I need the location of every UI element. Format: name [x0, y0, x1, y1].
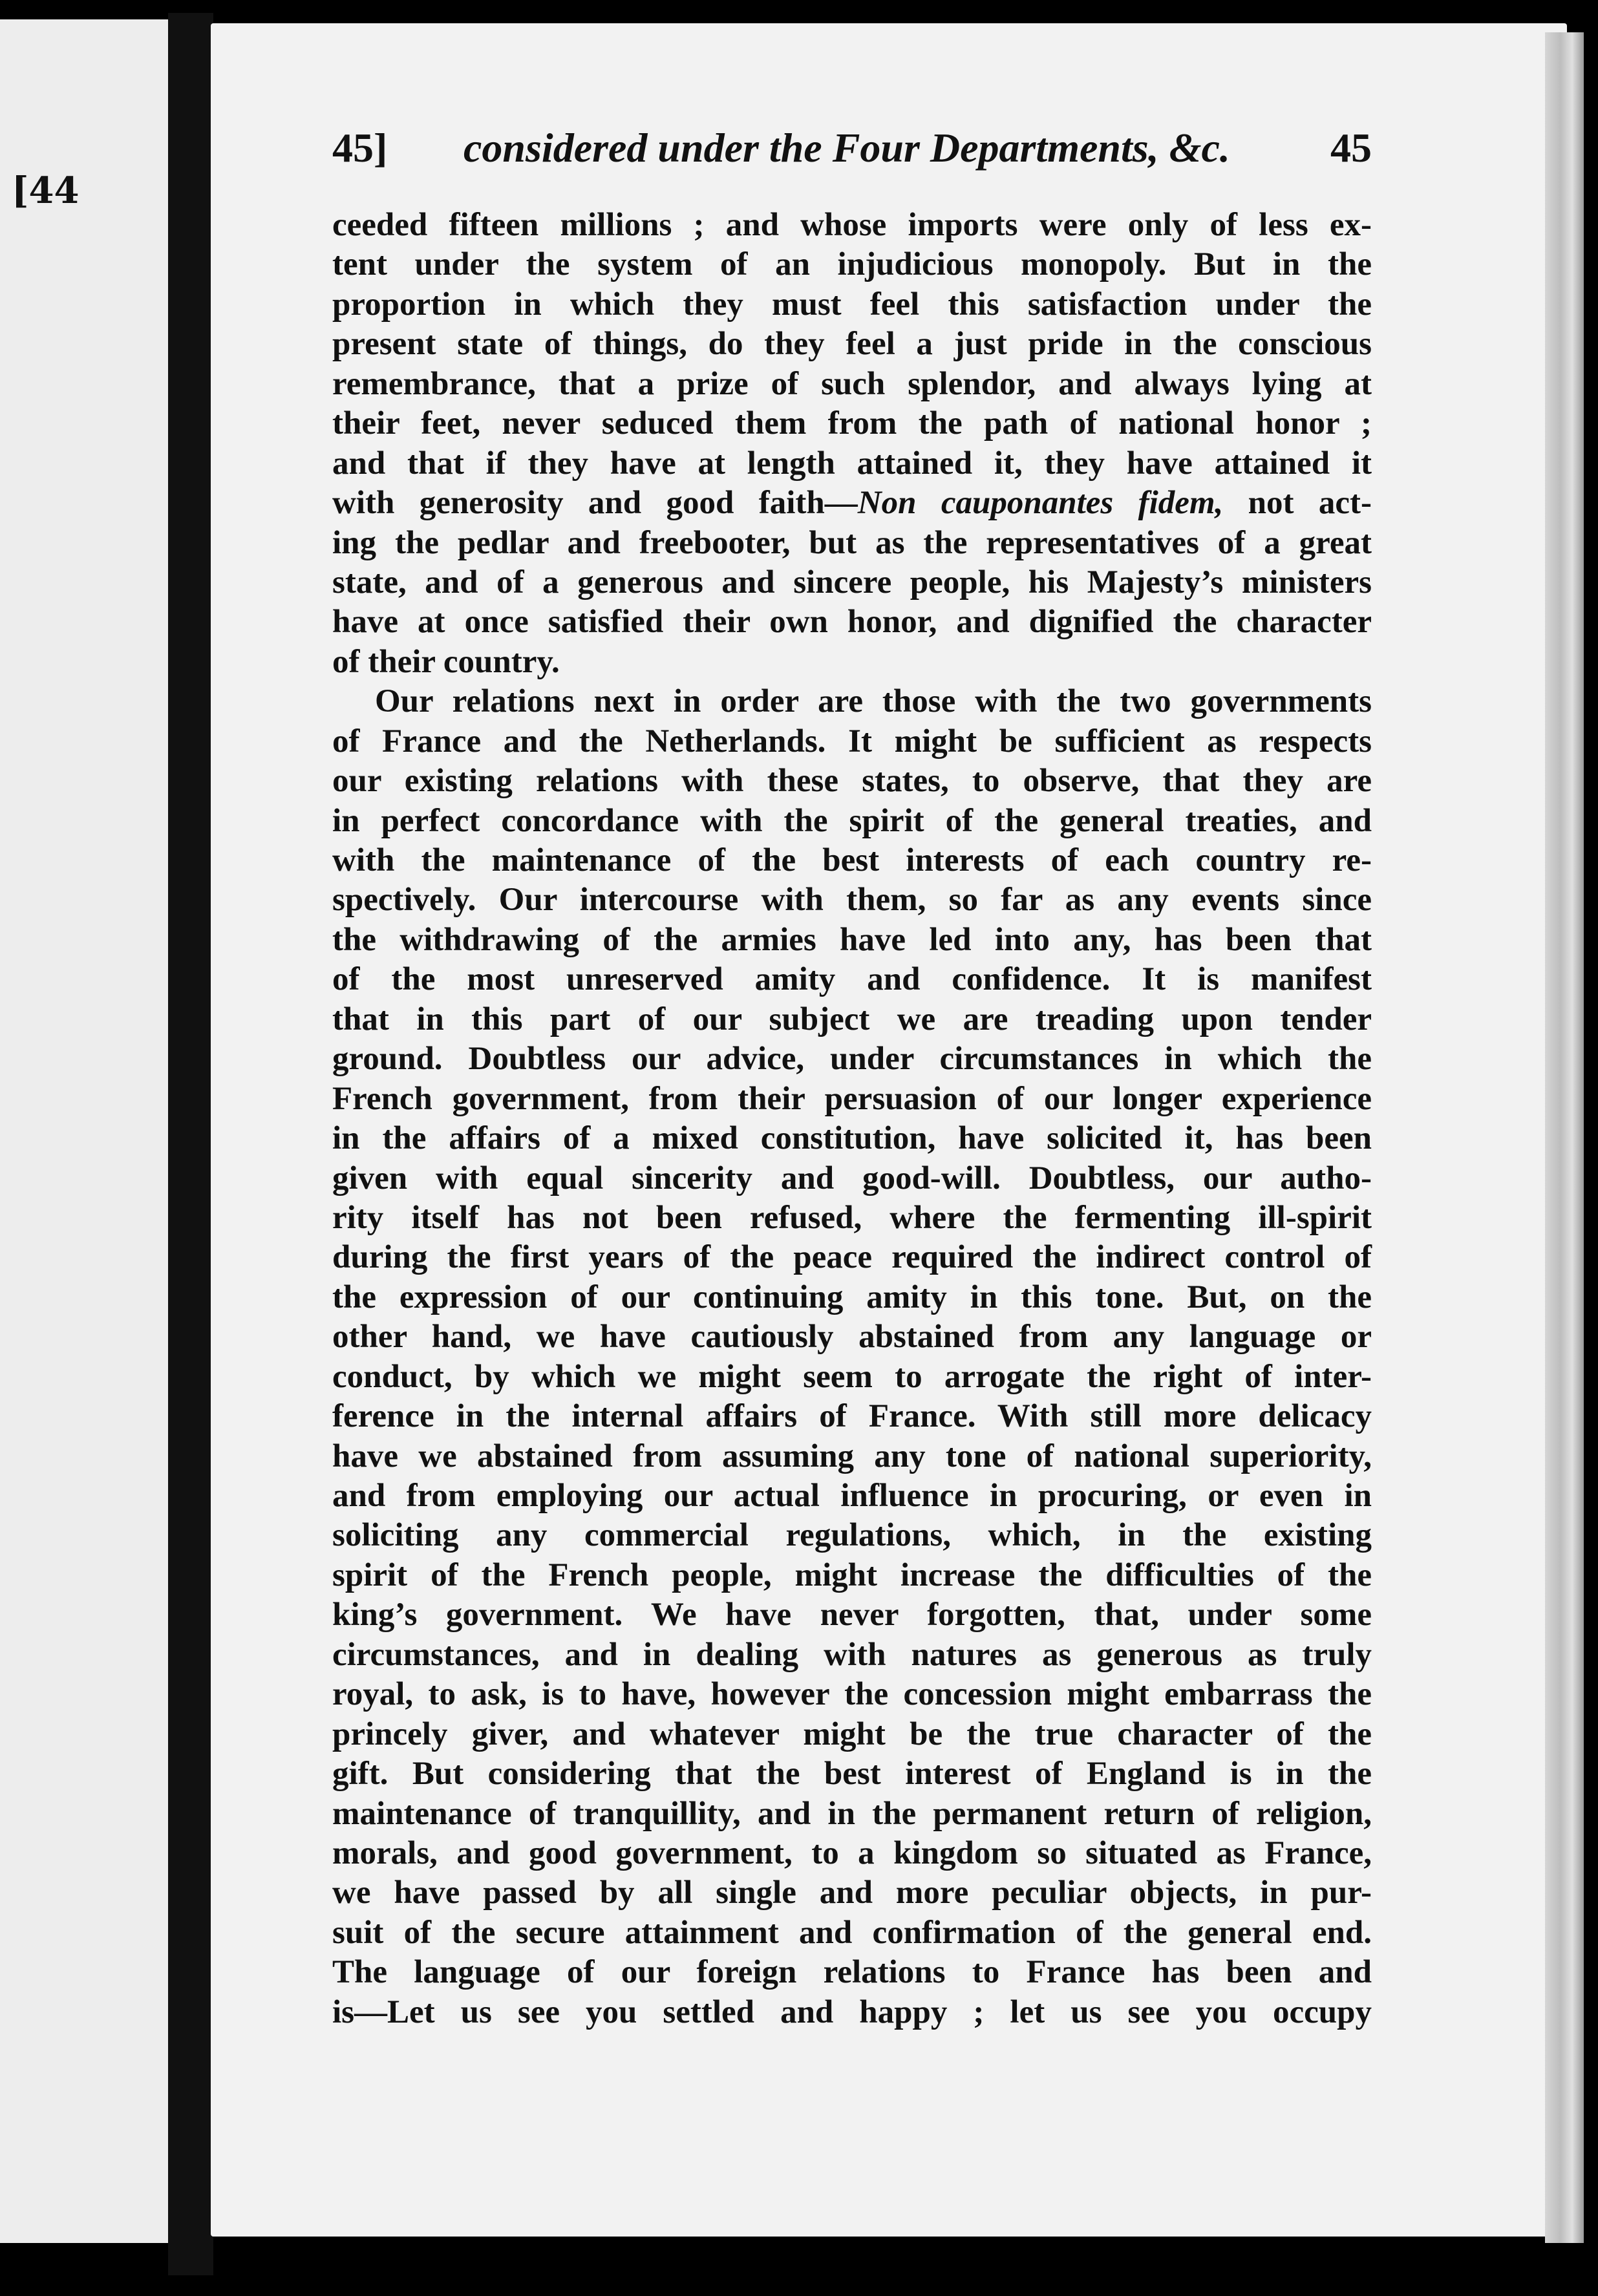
text-line: and that if they have at length attained it, they have attained it: [332, 445, 1372, 482]
text-line: our existing relations with these states, to observe, that they are: [332, 763, 1372, 800]
text-line: ceeded fifteen millions ; and whose imports were only of less ex-: [332, 207, 1372, 243]
text-line: their feet, never seduced them from the path of national honor ;: [332, 405, 1372, 442]
text-line: conduct, by which we might seem to arrogate the right of inter-: [332, 1358, 1372, 1395]
text-span: with generosity and good faith—: [332, 485, 858, 522]
text-line: is—Let us see you settled and happy ; let us see you occupy: [332, 1993, 1372, 2030]
text-line: remembrance, that a prize of such splendor, and always lying at: [332, 365, 1372, 402]
text-line: maintenance of tranquillity, and in the permanent return of religion,: [332, 1795, 1372, 1832]
text-line: ground. Doubtless our advice, under circumstances in which the: [332, 1041, 1372, 1078]
text-line: given with equal sincerity and good-will. Doubtless, our autho-: [332, 1160, 1372, 1196]
text-line: spirit of the French people, might increase the difficulties of the: [332, 1557, 1372, 1593]
text-line: with the maintenance of the best interests of each country re-: [332, 842, 1372, 878]
text-span: not act-: [1223, 485, 1372, 522]
left-page: [0, 19, 194, 2243]
text-line: Our relations next in order are those with the two governments: [375, 683, 1372, 720]
page-edges: [1545, 32, 1584, 2243]
header-left-number: 45]: [332, 125, 388, 171]
left-page-number: [44: [12, 169, 80, 212]
running-header: [332, 124, 1372, 182]
text-line: the withdrawing of the armies have led into any, has been that: [332, 921, 1372, 958]
text-line: suit of the secure attainment and confirmation of the general end.: [332, 1914, 1372, 1951]
text-line: during the first years of the peace required the indirect control of: [332, 1239, 1372, 1276]
text-line: we have passed by all single and more peculiar objects, in pur-: [332, 1875, 1372, 1911]
text-line: the expression of our continuing amity in this tone. But, on the: [332, 1279, 1372, 1315]
text-line: soliciting any commercial regulations, which, in the existing: [332, 1517, 1372, 1554]
text-line: of France and the Netherlands. It might be sufficient as respects: [332, 723, 1372, 760]
paragraph-2: [332, 682, 1372, 2032]
text-line: princely giver, and whatever might be the true character of the: [332, 1716, 1372, 1752]
text-line: of the most unreserved amity and confidence. It is manifest: [332, 961, 1372, 998]
latin-quote: Non cauponantes fidem,: [857, 485, 1224, 522]
text-line: other hand, we have cautiously abstained from any language or: [332, 1319, 1372, 1355]
text-line: present state of things, do they feel a just pride in the conscious: [332, 326, 1372, 363]
book-gutter: [168, 13, 213, 2275]
text-line: morals, and good government, to a kingdom so situated as France,: [332, 1834, 1372, 1871]
text-line: royal, to ask, is to have, however the concession might embarrass the: [332, 1676, 1372, 1713]
paragraph-last-line: of their country.: [332, 643, 560, 680]
text-line: ference in the internal affairs of France. With still more delicacy: [332, 1398, 1372, 1435]
text-line: and from employing our actual influence in procuring, or even in: [332, 1478, 1372, 1514]
text-line: state, and of a generous and sincere people, his Majesty’s ministers: [332, 564, 1372, 601]
text-line: circumstances, and in dealing with natures as generous as truly: [332, 1636, 1372, 1673]
text-line: have we abstained from assuming any tone of national superiority,: [332, 1438, 1372, 1474]
page-number: 45: [1330, 125, 1372, 171]
text-line: in perfect concordance with the spirit of the general treaties, and: [332, 802, 1372, 839]
text-line: proportion in which they must feel this satisfaction under the: [332, 286, 1372, 323]
text-line: French government, from their persuasion of our longer experience: [332, 1080, 1372, 1117]
text-line: have at once satisfied their own honor, and dignified the character: [332, 604, 1372, 641]
text-line: gift. But considering that the best interest of England is in the: [332, 1756, 1372, 1792]
text-line: ing the pedlar and freebooter, but as the representatives of a great: [332, 524, 1372, 561]
header-title: considered under the Four Departments, &c.: [463, 125, 1230, 171]
text-line: king’s government. We have never forgotten, that, under some: [332, 1597, 1372, 1633]
page-body: [332, 206, 1372, 2032]
text-line: tent under the system of an injudicious monopoly. But in the: [332, 246, 1372, 283]
text-line: in the affairs of a mixed constitution, have solicited it, has been: [332, 1120, 1372, 1157]
text-line-with-latin-quote: [332, 484, 1372, 523]
text-line: spectively. Our intercourse with them, so far as any events since: [332, 882, 1372, 919]
text-line: The language of our foreign relations to France has been and: [332, 1954, 1372, 1991]
text-line: rity itself has not been refused, where the fermenting ill-spirit: [332, 1199, 1372, 1236]
text-line: that in this part of our subject we are treading upon tender: [332, 1001, 1372, 1037]
